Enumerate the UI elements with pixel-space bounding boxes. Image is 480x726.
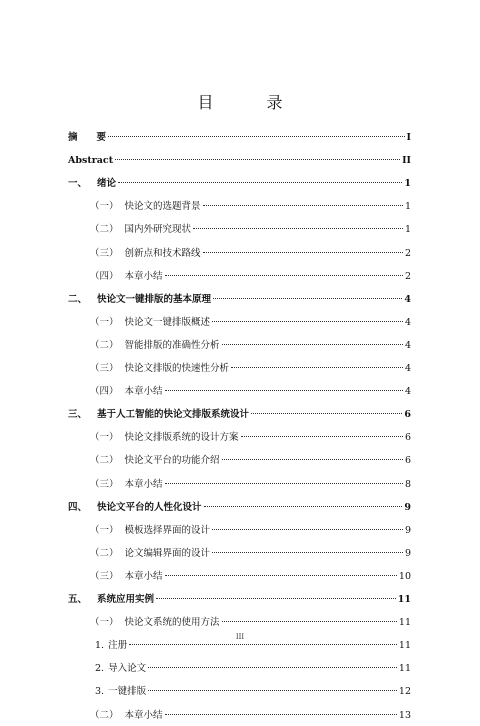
toc-entry-title: 快论文一键排版概述 [124,316,211,328]
toc-entry-number: （二） [90,339,119,351]
toc-entry-label [90,544,210,564]
toc-entry-number: （二） [90,224,119,236]
toc-entry-title: 本章小结 [124,270,163,282]
toc-dot-leader [204,506,403,507]
toc-entry-page: 12 [398,686,411,698]
toc-entry-label [90,197,201,217]
toc-entry[interactable] [90,336,411,356]
toc-entry[interactable] [90,475,411,495]
page-title: 目 录 [197,93,307,112]
toc-entry-page: 2 [404,270,411,282]
toc-entry-title: 系统应用实例 [97,594,155,605]
toc-entry[interactable] [90,244,411,264]
toc-entry-page: 4 [404,316,411,328]
toc-entry[interactable] [90,521,411,541]
toc-entry-title: 智能排版的准确性分析 [124,339,220,351]
toc-entry-page: 11 [398,640,411,652]
toc-entry-number: 摘 要 [68,132,107,143]
toc-entry-page: 4 [404,293,411,305]
toc-entry-label [90,613,220,633]
toc-entry-number: （三） [90,570,119,582]
toc-dot-leader [193,228,403,229]
toc-entry-title: 创新点和技术路线 [124,247,201,259]
toc-entry-number: （二） [90,709,119,721]
toc-dot-leader [203,205,403,206]
toc-entry-title: 论文编辑界面的设计 [124,547,211,559]
toc-entry-number: 二、 [68,293,88,305]
toc-entry-label [90,451,220,471]
toc-entry-label [90,336,220,356]
toc-entry-number: 三、 [68,409,88,421]
toc-entry-title: 注册 [108,640,128,652]
toc-entry-page: 6 [404,432,411,444]
toc-entry[interactable] [95,659,411,679]
toc-entry-page: 13 [398,709,411,721]
toc-entry[interactable] [90,451,411,471]
toc-entry-number: （三） [90,247,119,259]
toc-entry-title: 快论文一键排版的基本原理 [97,293,212,305]
toc-dot-leader [212,552,403,553]
toc-entry-label [90,220,191,240]
toc-entry-title: 本章小结 [124,570,163,582]
page-number-footer: III [235,633,245,641]
toc-entry-title: 快论文平台的功能介绍 [124,455,220,467]
toc-entry-number: （四） [90,386,119,398]
toc-entry[interactable] [90,428,411,448]
toc-entry-page: 1 [404,201,411,213]
toc-entry-title: 快论文系统的使用方法 [124,617,220,629]
toc-entry-title: 本章小结 [124,478,163,490]
toc-entry[interactable] [90,544,411,564]
toc-entry-page: I [406,132,411,143]
toc-entry[interactable] [68,151,411,171]
toc-entry-title: 一键排版 [108,686,147,698]
toc-dot-leader [222,459,403,460]
toc-dot-leader [165,483,403,484]
toc-dot-leader [251,413,402,414]
toc-entry-title: 导入论文 [108,663,147,675]
toc-entry-page: 8 [404,478,411,490]
toc-entry[interactable] [90,267,411,287]
toc-entry-page: 2 [404,247,411,259]
toc-entry-page: 9 [404,501,411,513]
toc-entry-number: （一） [90,316,119,328]
toc-entry-label [95,682,146,702]
toc-entry-title: 快论文的选题背景 [124,201,201,213]
toc-dot-leader [148,690,397,691]
toc-entry-page: 10 [398,570,411,582]
toc-entry-number: （三） [90,363,119,374]
toc-entry-number: 3. [95,686,105,698]
toc-entry-label [90,521,210,541]
toc-entry[interactable] [68,128,411,148]
toc-entry-label [90,359,229,379]
toc-entry-title: 国内外研究现状 [124,224,192,236]
toc-dot-leader [212,321,403,322]
toc-entry-page: 4 [404,386,411,398]
toc-entry[interactable] [90,359,411,379]
toc-entry-number: （四） [90,270,119,282]
toc-entry-label [90,567,163,587]
toc-entry[interactable] [68,498,411,518]
toc-entry-page: 11 [398,617,411,629]
toc-entry-page: 4 [404,339,411,351]
toc-entry-title: 基于人工智能的快论文排版系统设计 [97,409,250,421]
toc-dot-leader [165,714,397,715]
toc-entry-page: 1 [404,178,411,190]
toc-entry-label [68,590,154,610]
toc-entry-number: （二） [90,455,119,467]
toc-entry[interactable] [95,682,411,702]
toc-dot-leader [118,182,402,183]
toc-entry-number: （一） [90,617,119,629]
toc-dot-leader [213,298,402,299]
toc-dot-leader [156,598,396,599]
toc-entry-title: 本章小结 [124,386,163,398]
toc-entry-label [90,244,201,264]
toc-entry-page: 4 [404,363,411,374]
toc-entry-label [68,498,202,518]
toc-entry[interactable] [68,290,411,310]
toc-entry-number: （一） [90,432,119,444]
toc-entry[interactable] [90,613,411,633]
toc-entry-label [68,128,106,148]
toc-entry-page: II [402,155,411,167]
toc-entry[interactable] [90,382,411,402]
toc-entry-page: 1 [404,224,411,236]
toc-entry-title: 快论文平台的人性化设计 [97,501,202,513]
toc-entry-label [90,267,163,287]
toc-entry-page: 9 [404,547,411,559]
toc-entry[interactable] [68,590,411,610]
toc-entry-number: Abstract [68,155,114,167]
toc-entry-number: （一） [90,201,119,213]
toc-entry-title: 模板选择界面的设计 [124,524,211,536]
toc-dot-leader [115,159,400,160]
toc-entry[interactable] [90,220,411,240]
toc-entry-page: 9 [404,524,411,536]
toc-dot-leader [222,344,403,345]
toc-entry-label [90,382,163,402]
toc-entry-page: 11 [398,663,411,675]
toc-dot-leader [241,436,403,437]
toc-entry-label [90,428,239,448]
toc-entry-number: （二） [90,547,119,559]
toc-entry[interactable] [68,174,411,194]
toc-dot-leader [203,252,403,253]
toc-dot-leader [108,136,405,137]
toc-dot-leader [212,529,403,530]
toc-entry[interactable] [90,197,411,217]
toc-entry-title: 绪论 [97,178,117,190]
toc-dot-leader [165,390,403,391]
toc-entry-page: 6 [404,409,411,421]
toc-entry-number: （一） [90,524,119,536]
toc-entry-number: 一、 [68,178,88,190]
toc-entry-page: 6 [404,455,411,467]
toc-entry[interactable] [90,567,411,587]
toc-entry-number: 五、 [68,594,88,605]
toc-entry-title: 快论文排版的快速性分析 [124,363,230,374]
toc-entry-number: （三） [90,478,119,490]
toc-entry-title: 快论文排版系统的设计方案 [124,432,239,444]
toc-entry-number: 1. [95,640,105,652]
toc-entry-number: 2. [95,663,105,675]
toc-entry-title: 本章小结 [124,709,163,721]
toc-entry[interactable] [68,405,411,425]
toc-entry-label [90,706,163,726]
toc-entry[interactable] [90,706,411,726]
toc-entry-label [68,151,113,171]
toc-entry-label [68,405,249,425]
toc-entry-label [68,174,116,194]
toc-dot-leader [231,367,403,368]
toc-entry[interactable] [90,313,411,333]
toc-dot-leader [165,275,403,276]
toc-dot-leader [129,644,397,645]
toc-entry-number: 四、 [68,501,88,513]
toc-dot-leader [165,575,397,576]
toc-entry-label [90,313,210,333]
toc-dot-leader [222,621,397,622]
toc-entry-page: 11 [397,594,411,605]
toc-entry-label [68,290,211,310]
toc-entry-label [95,659,146,679]
toc-dot-leader [148,667,397,668]
toc-entry-label [90,475,163,495]
